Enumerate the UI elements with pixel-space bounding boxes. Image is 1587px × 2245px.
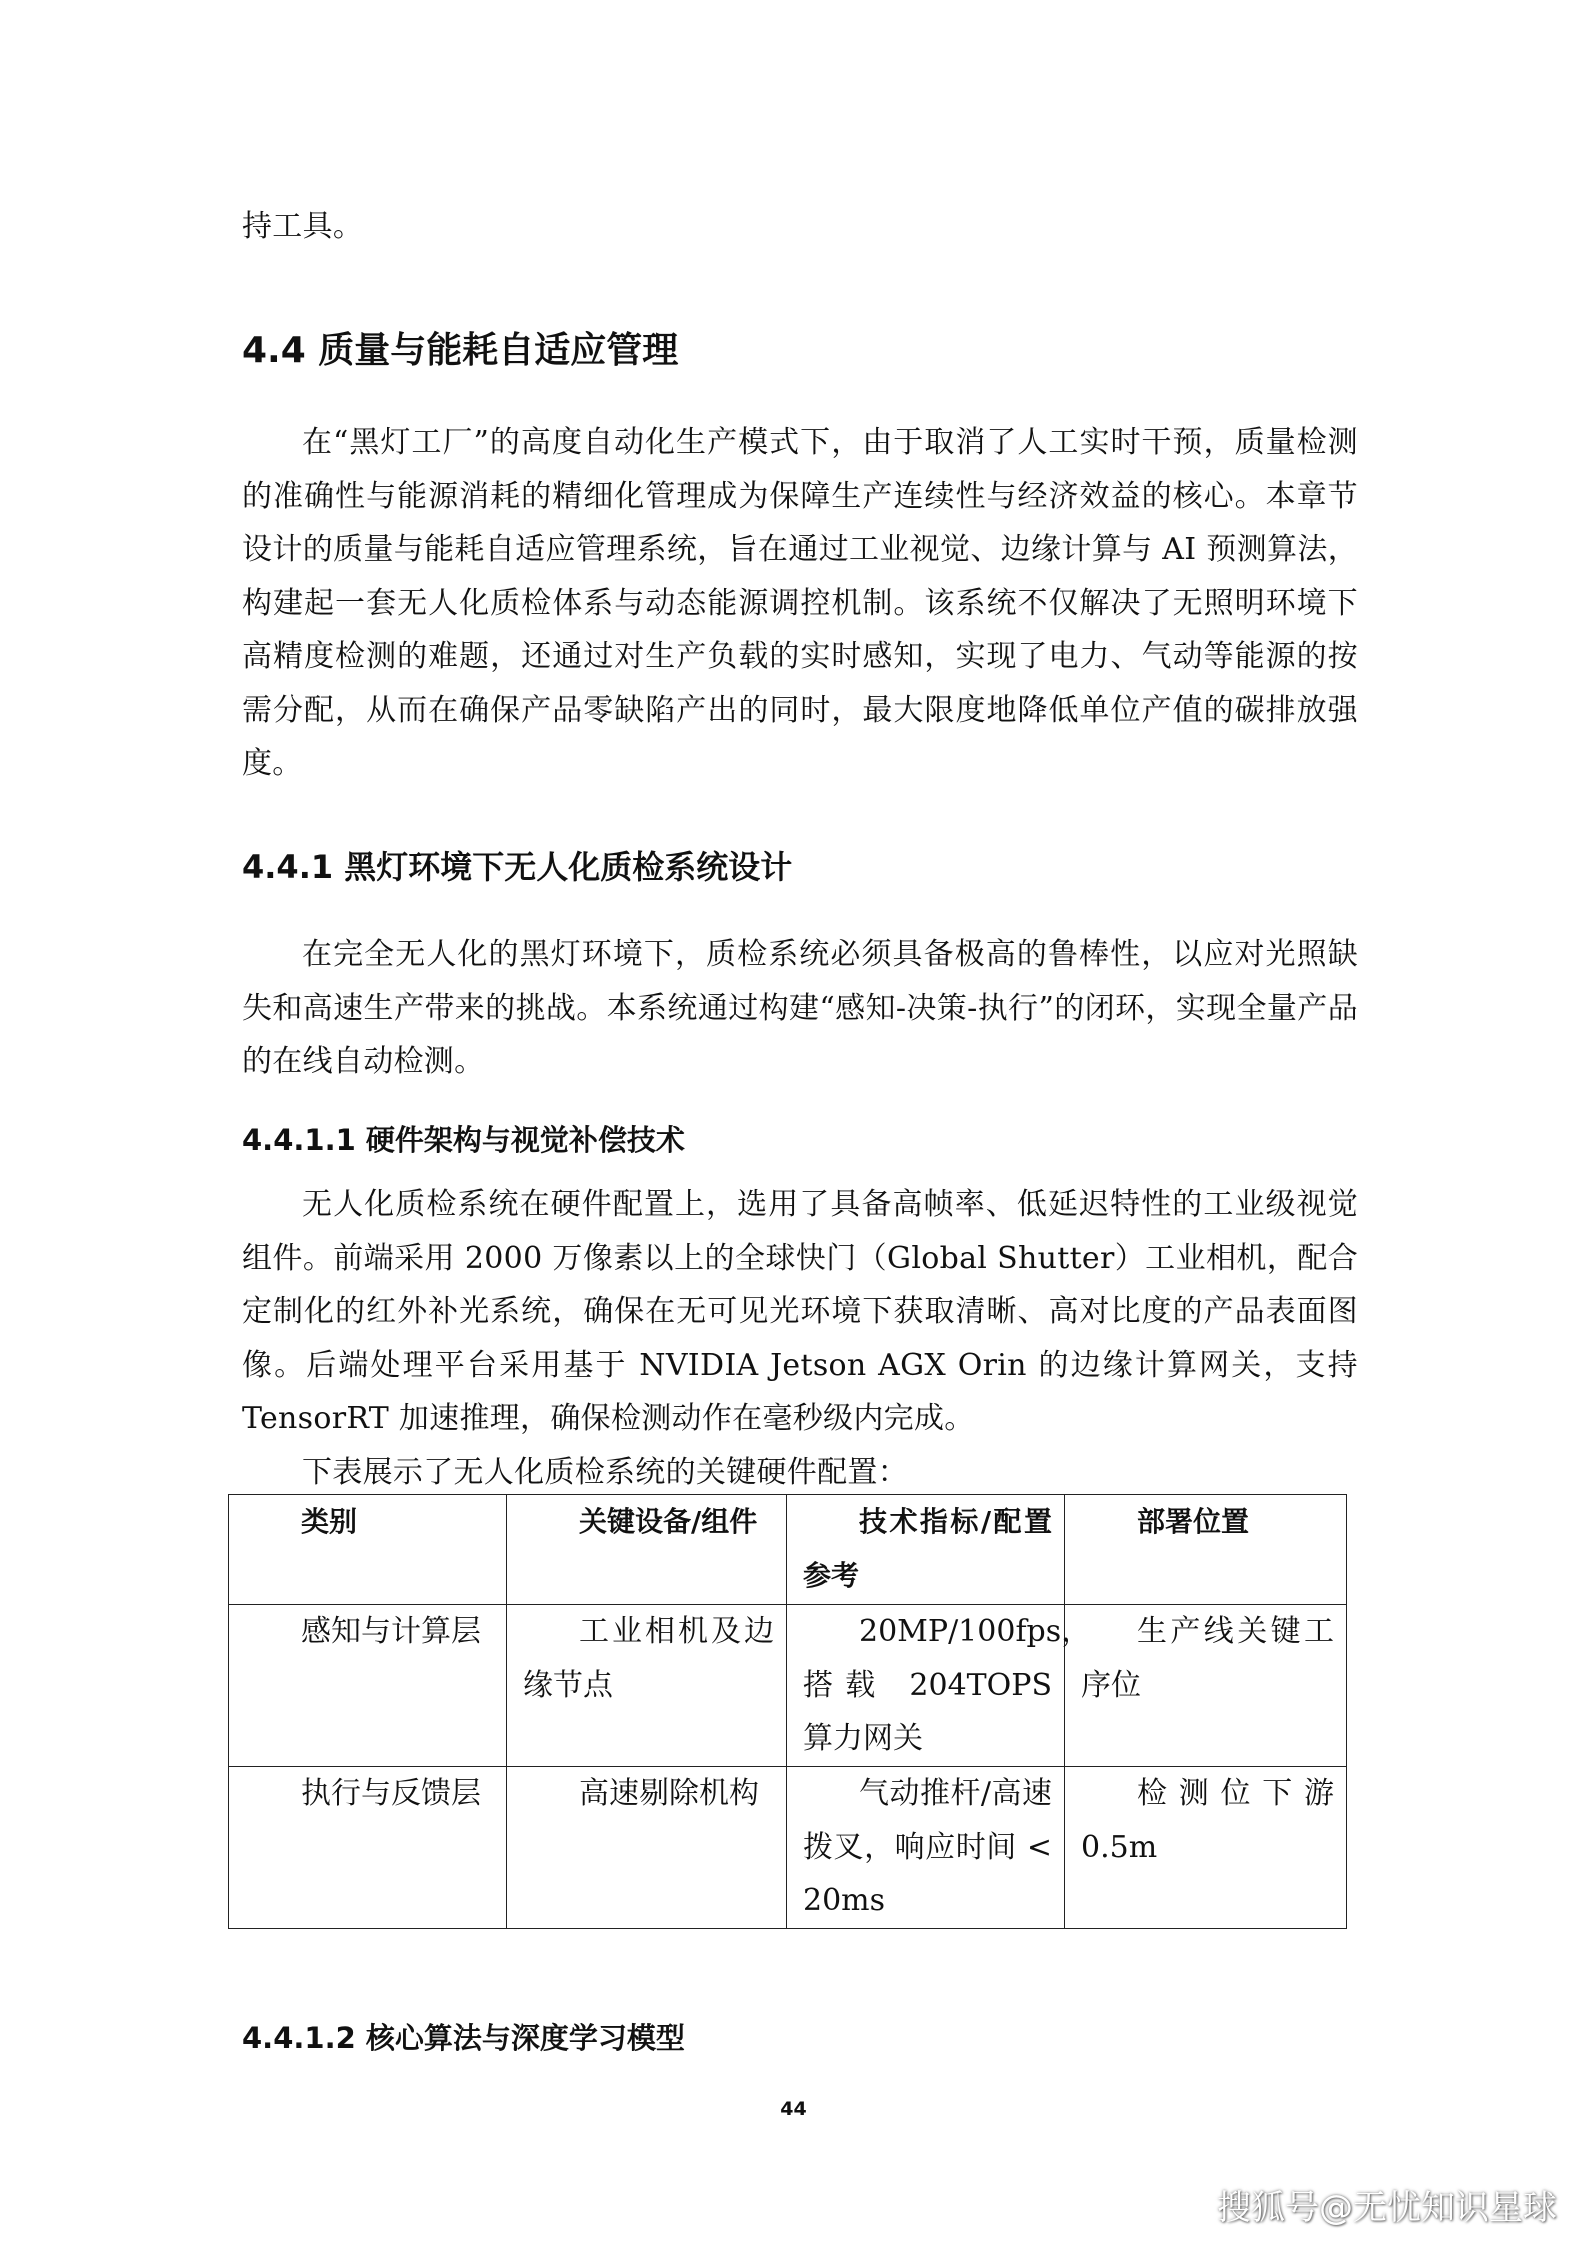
continuation-text: 持工具。 — [242, 209, 364, 244]
table-header-row — [229, 1495, 1347, 1605]
table-cell: 检测位下游 0.5m — [1065, 1767, 1347, 1929]
subsection-heading: 4.4.1 黑灯环境下无人化质检系统设计 — [242, 848, 793, 886]
hardware-paragraph: 无人化质检系统在硬件配置上，选用了具备高帧率、低延迟特性的工业级视觉组件。前端采用 2000 万像素以上的全球快门（Global Shutter）工业相机，配合定制化的红外补光系统，确保在无可见光环境下获取清晰、高对比度的产品表面图像。后端处理平台采用基于 NVIDIA Jetson AGX Orin 的边缘计算网关，支持 TensorRT 加速推理，确保检测动作在毫秒级内完成。 — [242, 1187, 1358, 1436]
table-cell: 工业相机及边缘节点 — [507, 1605, 787, 1767]
subsubsection-heading-hardware: 4.4.1.1 硬件架构与视觉补偿技术 — [242, 1123, 685, 1157]
table-row — [229, 1605, 1347, 1767]
section-intro-paragraph: 在“黑灯工厂”的高度自动化生产模式下，由于取消了人工实时干预，质量检测的准确性与能源消耗的精细化管理成为保障生产连续性与经济效益的核心。本章节设计的质量与能耗自适应管理系统，旨在通过工业视觉、边缘计算与 AI 预测算法，构建起一套无人化质检体系与动态能源调控机制。该系统不仅解决了无照明环境下高精度检测的难题，还通过对生产负载的实时感知，实现了电力、气动等能源的按需分配，从而在确保产品零缺陷产出的同时，最大限度地降低单位产值的碳排放强度。 — [242, 425, 1358, 781]
table-caption: 下表展示了无人化质检系统的关键硬件配置： — [302, 1455, 908, 1490]
subsection-intro-paragraph: 在完全无人化的黑灯环境下，质检系统必须具备极高的鲁棒性，以应对光照缺失和高速生产带来的挑战。本系统通过构建“感知-决策-执行”的闭环，实现全量产品的在线自动检测。 — [242, 937, 1358, 1079]
page-number: 44 — [780, 2098, 807, 2120]
table-cell: 生产线关键工序位 — [1065, 1605, 1347, 1767]
table-header-cell-location: 部署位置 — [1065, 1495, 1347, 1605]
table-cell: 气动推杆/高速拨叉，响应时间 < 20ms — [787, 1767, 1065, 1929]
table-header-cell-category: 类别 — [229, 1495, 507, 1605]
table-header-cell-device: 关键设备/组件 — [507, 1495, 787, 1605]
table-cell: 执行与反馈层 — [229, 1767, 507, 1929]
table-row — [229, 1767, 1347, 1929]
hardware-config-table — [228, 1494, 1347, 1929]
subsubsection-heading-algorithm: 4.4.1.2 核心算法与深度学习模型 — [242, 2021, 685, 2055]
watermark: 搜狐号@无忧知识星球 — [1217, 2188, 1557, 2228]
section-heading: 4.4 质量与能耗自适应管理 — [242, 330, 679, 371]
table-header-cell-spec: 技术指标/配置参考 — [787, 1495, 1065, 1605]
table-cell: 感知与计算层 — [229, 1605, 507, 1767]
table-cell: 20MP/100fps，搭载 204TOPS 算力网关 — [787, 1605, 1065, 1767]
table-cell: 高速剔除机构 — [507, 1767, 787, 1929]
